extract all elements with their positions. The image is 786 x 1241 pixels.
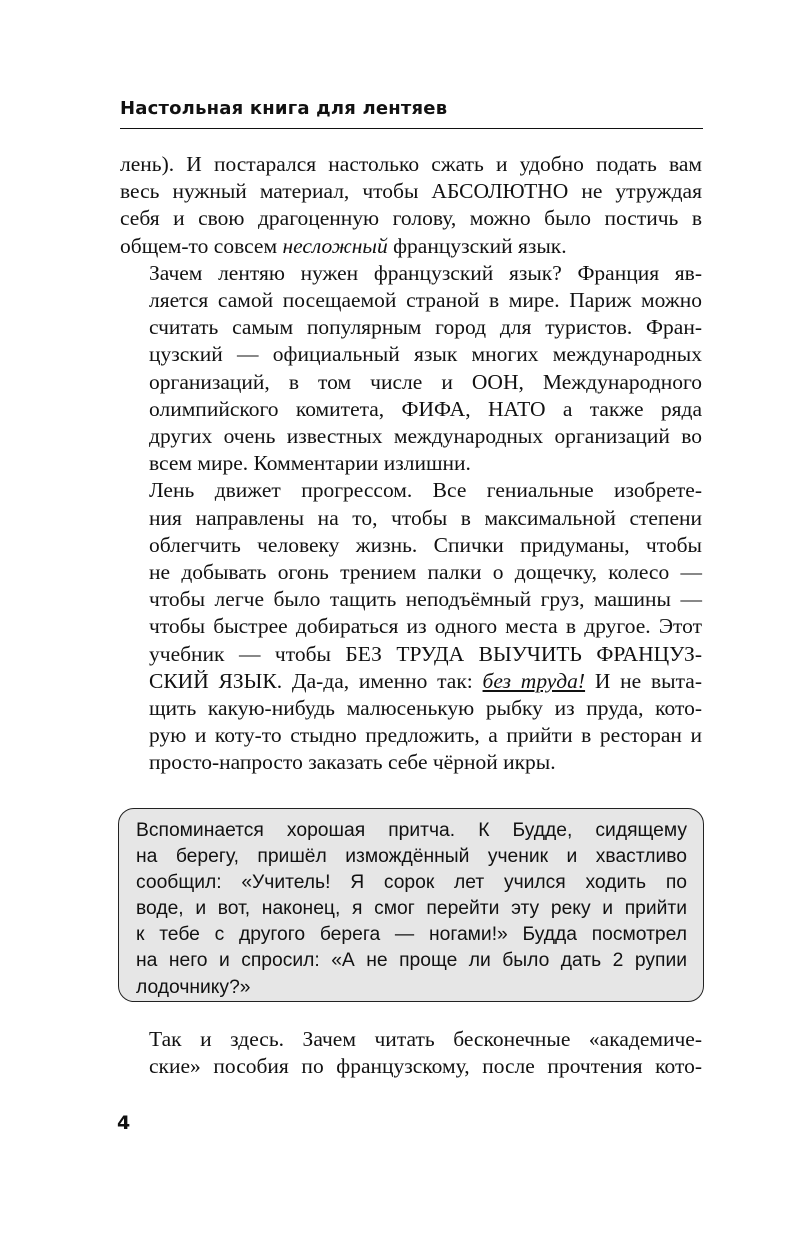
text-line: не добывать огонь трением палки о дощечку, колесо — bbox=[149, 560, 702, 585]
body-text-top bbox=[120, 151, 702, 777]
text-line: щить какую-нибудь малюсенькую рыбку из пруда, кото- bbox=[149, 696, 702, 721]
text-line: чтобы легче было тащить неподъёмный груз, машины — bbox=[149, 587, 702, 612]
callout-line: сообщил: «Учитель! Я сорок лет учился ходить по bbox=[136, 872, 687, 894]
text-line: рую и коту-то стыдно предложить, а прийти в ресторан и bbox=[149, 723, 702, 748]
callout-line: лодочнику?» bbox=[136, 976, 251, 998]
text-line: лень). И постарался настолько сжать и удобно подать вам bbox=[120, 152, 702, 176]
text-line: ские» пособия по французскому, после прочтения кото- bbox=[149, 1054, 702, 1079]
text-line: облегчить человеку жизнь. Спички придуманы, чтобы bbox=[149, 532, 702, 557]
page-number: 4 bbox=[117, 1112, 131, 1134]
underlined-text: без труда! bbox=[482, 668, 586, 693]
text-line: Зачем лентяю нужен французский язык? Франция яв- bbox=[149, 260, 702, 285]
text-line bbox=[120, 233, 702, 260]
italic-word: несложный bbox=[282, 233, 388, 258]
text-line: Лень движет прогрессом. Все гениальные изобрете- bbox=[149, 478, 702, 503]
text-line: олимпийского комитета, ФИФА, НАТО а также ряда bbox=[149, 396, 702, 421]
text-run: И не выта- bbox=[585, 668, 702, 693]
paragraph-3 bbox=[120, 477, 702, 776]
paragraph-4 bbox=[120, 1026, 702, 1080]
text-line: чтобы быстрее добираться из одного места в другое. Этот bbox=[149, 614, 702, 639]
text-line: цузский — официальный язык многих международных bbox=[149, 342, 702, 367]
text-line: учебник — чтобы БЕЗ ТРУДА ВЫУЧИТЬ ФРАНЦУЗ- bbox=[149, 641, 702, 666]
text-run: общем-то совсем bbox=[120, 233, 283, 258]
text-run: СКИЙ ЯЗЫК. Да-да, именно так: bbox=[149, 668, 483, 693]
text-line: организаций, в том числе и ООН, Международного bbox=[149, 369, 702, 394]
callout-line: к тебе с другого берега — ногами!» Будда посмотрел bbox=[136, 924, 687, 946]
text-line bbox=[120, 668, 702, 695]
text-line: весь нужный материал, чтобы АБСОЛЮТНО не утруждая bbox=[120, 179, 702, 204]
paragraph-1 bbox=[120, 151, 702, 260]
text-line: ляется самой посещаемой страной в мире. Париж можно bbox=[149, 288, 702, 313]
text-line: считать самым популярным город для туристов. Фран- bbox=[149, 315, 702, 340]
text-line: ния направлены на то, чтобы в максимальной степени bbox=[149, 505, 702, 530]
running-header: Настольная книга для лентяев bbox=[120, 98, 448, 119]
text-line: Так и здесь. Зачем читать бесконечные «академиче- bbox=[149, 1027, 702, 1051]
callout-line: Вспоминается хорошая притча. К Будде, сидящему bbox=[136, 820, 687, 841]
text-run: французский язык. bbox=[387, 233, 567, 258]
paragraph-2 bbox=[120, 260, 702, 478]
italic-underlined-phrase bbox=[483, 669, 586, 693]
callout-line: на берегу, пришёл измождённый ученик и хвастливо bbox=[136, 846, 687, 868]
body-text-bottom bbox=[120, 1026, 702, 1080]
parable-callout-box bbox=[118, 808, 704, 1002]
text-line: других очень известных международных организаций во bbox=[149, 424, 702, 449]
text-line: всем мире. Комментарии излишни. bbox=[149, 451, 471, 476]
callout-line: на него и спросил: «А не проще ли было дать 2 рупии bbox=[136, 950, 687, 972]
callout-line: воде, и вот, наконец, я смог перейти эту реку и прийти bbox=[136, 898, 687, 920]
text-line: себя и свою драгоценную голову, можно было постичь в bbox=[120, 206, 702, 231]
text-line: просто-напросто заказать себе чёрной икры. bbox=[149, 750, 556, 775]
header-rule bbox=[120, 128, 703, 129]
